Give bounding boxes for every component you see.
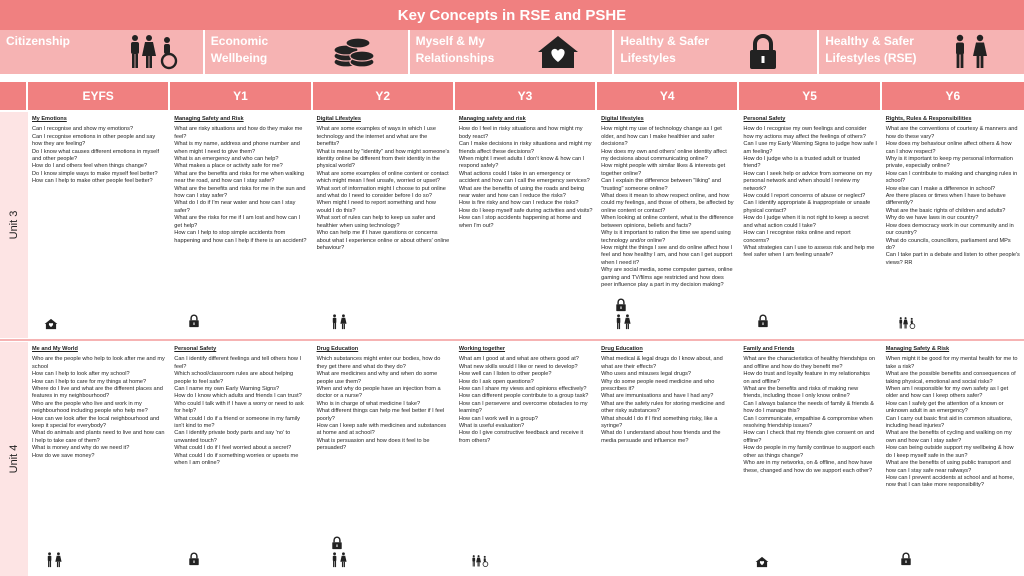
page-title: Key Concepts in RSE and PSHE — [0, 0, 1024, 30]
topic-cell-y1 — [170, 112, 312, 338]
year-y5: Y5 — [739, 82, 881, 110]
category-healthy-safer-lifestyles-rse — [819, 30, 1024, 74]
topic-question: How can I work well in a group? — [458, 415, 538, 422]
topic-question: What do I understand about how friends and the media persuade and influence me? — [601, 430, 721, 444]
topic-question: When might I meet adults I don't know & how can I respond safely? — [458, 156, 585, 170]
topic-heading: Family and Friends — [743, 346, 795, 352]
topic-question: What are immunisations and have I had any? — [601, 393, 714, 400]
topic-question: Why are social media, some computer games, online gaming and TV/films age restricted and how does peer influence play a part in my decision making? — [601, 267, 733, 288]
topic-heading: Drug Education — [316, 346, 359, 352]
category-economic-wellbeing — [205, 30, 410, 74]
topic-question: How can I stop accidents happening at home and when I'm out? — [458, 215, 582, 229]
topic-question: Can I use my Early Warning Signs to judge how safe I am feeling? — [743, 141, 877, 155]
topic-question: Do I know what causes different emotions in myself and other people? — [32, 148, 160, 163]
topic-heading: Rights, Rules & Responsibilities — [885, 116, 972, 122]
topic-question: How can I check that my friends give consent on and offline? — [743, 430, 875, 444]
topic-question: Why do we have laws in our country? — [885, 215, 979, 222]
topic-question: How might my use of technology change as I get older, and how can I make healthier and safer decisions? — [601, 126, 722, 148]
topic-cell-y5 — [739, 112, 881, 338]
topic-question: Can I always balance the needs of family & friends & how do I manage this? — [743, 400, 874, 415]
topic-heading: Me and My World — [32, 346, 78, 352]
topic-question: Can I recognise and show my emotions? — [32, 126, 134, 133]
topic-question: Who are the people who live and work in my neighbourhood including people who help me? — [32, 400, 148, 415]
topic-cell-y5 — [739, 342, 881, 576]
category-label: Citizenship — [6, 34, 71, 48]
category-label: Myself & My Relationships — [415, 34, 495, 65]
topic-question: Who could I talk with if I have a worry or need to ask for help? — [174, 400, 304, 415]
topic-question: Can I take part in a debate and listen to other people's views? RR — [885, 252, 1020, 266]
family-icon — [44, 552, 64, 568]
people-icon — [471, 554, 493, 568]
topic-question: How do I recognise my own feelings and consider how my actions may affect the feelings of others? — [743, 126, 867, 140]
topic-cell-eyfs — [28, 342, 170, 576]
lock-icon — [186, 312, 202, 330]
lock-icon — [898, 550, 914, 568]
topic-question: How can I help to care for my things at home? — [32, 378, 147, 385]
topic-heading: Personal Safety — [743, 116, 786, 122]
topic-question: What sort of rules can help to keep us safer and healthier when using technology? — [316, 215, 436, 229]
topic-heading: Managing Safety & Risk — [885, 346, 950, 352]
topic-question: Who uses and misuses legal drugs? — [601, 371, 691, 378]
unit-label: Unit 3 — [0, 112, 28, 338]
topic-question: How do I feel in risky situations and how might my body react? — [458, 126, 583, 140]
topic-question: How does my own and others' online identity affect my decisions about communicating online? — [601, 148, 727, 163]
topic-question: What is my name, address and phone number and when might I need to give them? — [174, 141, 300, 155]
topic-question: How do people in my family continue to support each other as things change? — [743, 445, 875, 459]
category-citizenship — [0, 30, 205, 74]
topic-question: How can different people contribute to a group task? — [458, 393, 589, 400]
topic-heading: Managing Safety and Risk — [174, 116, 244, 122]
topic-question: How can I prevent accidents at school and at home, now that I can take more responsibility? — [885, 474, 1015, 489]
topic-cell-eyfs — [28, 112, 170, 338]
topic-question: What could I do if a friend or someone in my family isn't kind to me? — [174, 415, 300, 430]
topic-question: How else can I make a difference in school? — [885, 185, 996, 192]
topic-heading: My Emotions — [32, 116, 67, 122]
topic-question: Why do some people need medicine and who prescribes it? — [601, 378, 715, 393]
topic-question: What strategies can I use to assess risk and help me feel safer when I am feeling unsafe? — [743, 244, 875, 259]
topic-question: Can I identify private body parts and say 'no' to unwanted touch? — [174, 430, 291, 444]
topic-question: What should I do if I find something risky, like a syringe? — [601, 415, 718, 430]
topic-question: Which school/classroom rules are about helping people to feel safe? — [174, 371, 294, 385]
topic-question: What medical & legal drugs do I know about, and what are their effects? — [601, 356, 723, 370]
topic-question: Which substances might enter our bodies, how do they get there and what do they do? — [316, 356, 441, 370]
category-label: Economic Wellbeing — [210, 34, 269, 65]
topic-question: Are there places or times when I have to behave differently? — [885, 193, 1006, 207]
topic-question: How can we look after the local neighbourhood and keep it special for everybody? — [32, 415, 160, 430]
topic-cell-y2 — [313, 342, 455, 576]
topic-question: What are the safety rules for storing medicine and other risky substances? — [601, 400, 725, 415]
topic-heading: Personal Safety — [174, 346, 217, 352]
category-label: Healthy & Safer Lifestyles — [620, 34, 710, 65]
topic-question: Can I carry out basic first aid in common situations, including head injuries? — [885, 415, 1013, 430]
lock-family-icon — [329, 534, 349, 568]
topic-question: What could I do if I feel worried about a secret? — [174, 445, 292, 452]
topic-question: How do I know which adults and friends I can trust? — [174, 393, 302, 400]
year-y3: Y3 — [455, 82, 597, 110]
topic-question: Why is it important to ration the time we spend using technology and/or online? — [601, 230, 731, 244]
topic-question: When might I need to report something and how would I do this? — [316, 200, 436, 214]
topic-question: How can I seek help or advice from someone on my personal network and when should I review my network? — [743, 170, 873, 192]
topic-question: How does democracy work in our community and in our country? — [885, 222, 1014, 237]
house-heart-icon — [755, 556, 769, 568]
category-myself-relationships — [410, 30, 615, 74]
topic-question: Can I recognise emotions in other people and say how they are feeling? — [32, 133, 156, 148]
topic-question: What is an emergency and who can help? — [174, 156, 279, 163]
topic-question: Who can help me if I have questions or concerns about what I experience online or about others' online behaviour? — [316, 230, 450, 251]
topic-question: How can I keep safe with medicines and substances at home and at school? — [316, 423, 447, 437]
topic-question: Can I explain the difference between "liking" and "trusting" someone online? — [601, 178, 721, 192]
family-icon — [948, 34, 992, 70]
topic-question: What are the benefits of using the roads and being near water and how can I reduce the risks? — [458, 185, 585, 200]
coins-icon — [332, 34, 376, 70]
topic-cell-y6 — [882, 112, 1024, 338]
topic-question: What is meant by "identity" and how might someone's identity online be different from their identity in the physical world? — [316, 148, 450, 170]
topic-question: Who are the people who help to look after me and my school — [32, 356, 165, 370]
topic-question: How is fire risky and how can I reduce the risks? — [458, 200, 579, 207]
topic-question: How can I share my views and opinions effectively? — [458, 386, 587, 393]
category-label: Healthy & Safer Lifestyles (RSE) — [825, 34, 917, 65]
topic-question: What do I do if I'm near water and how can I stay safer? — [174, 200, 296, 214]
topic-question: Can I name my own Early Warning Signs? — [174, 386, 280, 393]
topic-question: What are the benefits and risks for me when walking near the road, and how can I stay safer? — [174, 170, 304, 185]
topic-question: How do I ask open questions? — [458, 378, 534, 385]
house-heart-icon — [44, 318, 58, 330]
unit-row-3 — [0, 112, 1024, 338]
topic-question: What is useful evaluation? — [458, 423, 525, 430]
year-y4: Y4 — [597, 82, 739, 110]
topic-question: How does my behaviour online affect others & how can I show respect? — [885, 141, 1012, 155]
topic-question: How can being outside support my wellbeing & how do I keep myself safe in the sun? — [885, 445, 1014, 459]
topic-question: What are the benefits of using public transport and how can I stay safe near railways? — [885, 460, 1011, 474]
topic-question: What sort of information might I choose to put online and what do I need to consider before I do so? — [316, 185, 446, 200]
family-icon — [329, 314, 349, 330]
topic-question: Who is in charge of what medicine I take? — [316, 400, 421, 407]
year-eyfs: EYFS — [28, 82, 170, 110]
category-header — [0, 30, 1024, 74]
topic-question: How do we save money? — [32, 452, 95, 459]
topic-question: What could I do if something worries or upsets me when I am online? — [174, 452, 299, 467]
people-icon — [898, 316, 920, 330]
topic-heading: Drug Education — [601, 346, 643, 352]
topic-question: What are some examples of online content or contact which might mean I feel unsafe, worried or upset? — [316, 170, 449, 185]
year-y2: Y2 — [313, 82, 455, 110]
topic-question: Do I know simple ways to make myself feel better? — [32, 170, 158, 177]
house-heart-icon — [536, 34, 580, 70]
topic-question: What makes a place or activity safe for me? — [174, 163, 283, 170]
topic-question: What are the benefits and risks of making new friends, including those I only know online? — [743, 386, 859, 400]
topic-question: How do I give constructive feedback and receive it from others? — [458, 430, 584, 444]
unit-row-4 — [0, 342, 1024, 576]
topic-question: How do I judge who is a trusted adult or trusted friend? — [743, 156, 861, 170]
lock-icon — [741, 34, 785, 70]
topic-question: How can I recognise risks online and report concerns? — [743, 230, 851, 244]
topic-question: What are risky situations and how do they make me feel? — [174, 126, 303, 140]
topic-question: When looking at online content, what is the difference between opinions, beliefs and facts? — [601, 215, 734, 229]
topic-question: How can I help to stop simple accidents from happening and how can I help if there is an accident? — [174, 230, 307, 244]
topic-question: What is money and why do we need it? — [32, 445, 130, 452]
topic-question: Can I make decisions in risky situations and might my friends affect these decisions? — [458, 141, 592, 155]
topic-question: How well can I listen to other people? — [458, 371, 552, 378]
row-divider — [0, 339, 1024, 341]
category-healthy-safer-lifestyles — [614, 30, 819, 74]
topic-question: How do I keep myself safe during activities and visits? — [458, 207, 593, 214]
topic-cell-y3 — [455, 342, 597, 576]
topic-question: When might it be good for my mental health for me to take a risk? — [885, 356, 1018, 370]
unit-label: Unit 4 — [0, 342, 28, 576]
topic-question: Where do I live and what are the different places and features in my neighbourhood? — [32, 386, 163, 400]
lock-family-icon — [613, 296, 633, 330]
topic-heading: Working together — [458, 346, 506, 352]
topic-question: What are the benefits and risks for me in the sun and how can I stay safer? — [174, 185, 306, 200]
topic-question: How can I safely get the attention of a known or unknown adult in an emergency? — [885, 400, 1004, 415]
topic-question: What does it mean to show respect online, and how could my feelings, and those of others, be affected by online content or contact? — [601, 193, 734, 214]
year-y6: Y6 — [945, 89, 961, 103]
year-header-spacer — [0, 82, 28, 110]
topic-heading: Managing safety and risk — [458, 116, 526, 122]
topic-cell-y6 — [882, 342, 1024, 576]
topic-question: How can I help to look after my school? — [32, 371, 130, 378]
topic-question: When and why do people have an injection from a doctor or a nurse? — [316, 386, 441, 400]
topic-question: What are medicines and why and when do some people use them? — [316, 371, 438, 385]
topic-cell-y1 — [170, 342, 312, 576]
topic-question: Who are in my networks, on & offline, and how have these, changed and how do we support each other? — [743, 460, 873, 474]
topic-heading: Digital Lifestyles — [316, 116, 362, 122]
topic-question: Can I identify different feelings and tell others how I feel? — [174, 356, 302, 370]
topic-question: What do animals and plants need to live and how can I help to take care of them? — [32, 430, 165, 444]
topic-question: What are the possible benefits and consequences of taking physical, emotional and social risks? — [885, 371, 1016, 385]
lock-icon — [755, 312, 771, 330]
year-header — [0, 82, 1024, 110]
topic-question: How might the things I see and do online affect how I feel and how healthy I am, and how can I get support when I need it? — [601, 244, 733, 266]
topic-question: What are the characteristics of healthy friendships on and offline and how do they benefit me? — [743, 356, 875, 370]
topic-cell-y4 — [597, 112, 739, 338]
topic-cell-y3 — [455, 112, 597, 338]
topic-heading: Digital lifestyles — [601, 116, 644, 122]
topic-question: Why is it important to keep my personal information private, especially online? — [885, 156, 1013, 170]
topic-question: What actions could I take in an emergency or accident and how can I call the emergency services? — [458, 170, 590, 185]
topic-question: How might people with similar likes & interests get together online? — [601, 163, 726, 177]
topic-question: How do I judge when it is not right to keep a secret and what action could I take? — [743, 215, 869, 229]
topic-question: Can I identify appropriate & inappropriate or unsafe physical contact? — [743, 200, 871, 214]
topic-question: What are the basic rights of children and adults? — [885, 207, 1006, 214]
year-y1: Y1 — [170, 82, 312, 110]
topic-cell-y4 — [597, 342, 739, 576]
topic-question: How can I contribute to making and changing rules in school? — [885, 170, 1018, 185]
topic-question: What do councils, councillors, parliament and MPs do? — [885, 237, 1011, 251]
topic-question: What are some examples of ways in which I use technology and the internet and what are the benefits? — [316, 126, 436, 148]
topic-question: Can I communicate, empathise & compromise when resolving friendship issues? — [743, 415, 873, 430]
topic-cell-y2 — [313, 112, 455, 338]
topic-question: What new skills would I like or need to develop? — [458, 363, 578, 370]
topic-question: How could I report concerns of abuse or neglect? — [743, 193, 866, 200]
topic-question: What am I good at and what are others good at? — [458, 356, 579, 363]
topic-question: How do I and others feel when things change? — [32, 163, 148, 170]
topic-question: When am I responsible for my own safety as I get older and how can I keep others safer? — [885, 386, 1009, 400]
topic-question: What are the benefits of cycling and walking on my own and how can I stay safer? — [885, 430, 1012, 444]
topic-question: How can I persevere and overcome obstacles to my learning? — [458, 400, 588, 415]
lock-icon — [186, 550, 202, 568]
topic-question: What are the risks for me if I am lost and how can I get help? — [174, 215, 301, 229]
topic-question: What different things can help me feel better if I feel poorly? — [316, 408, 445, 422]
people-icon — [127, 34, 171, 70]
topic-question: What is persuasion and how does it feel to be persuaded? — [316, 437, 430, 452]
topic-question: How do trust and loyalty feature in my relationships on and offline? — [743, 371, 870, 385]
topic-question: How can I help to make other people feel better? — [32, 178, 153, 185]
topic-question: What are the conventions of courtesy & manners and how do these vary? — [885, 126, 1018, 140]
